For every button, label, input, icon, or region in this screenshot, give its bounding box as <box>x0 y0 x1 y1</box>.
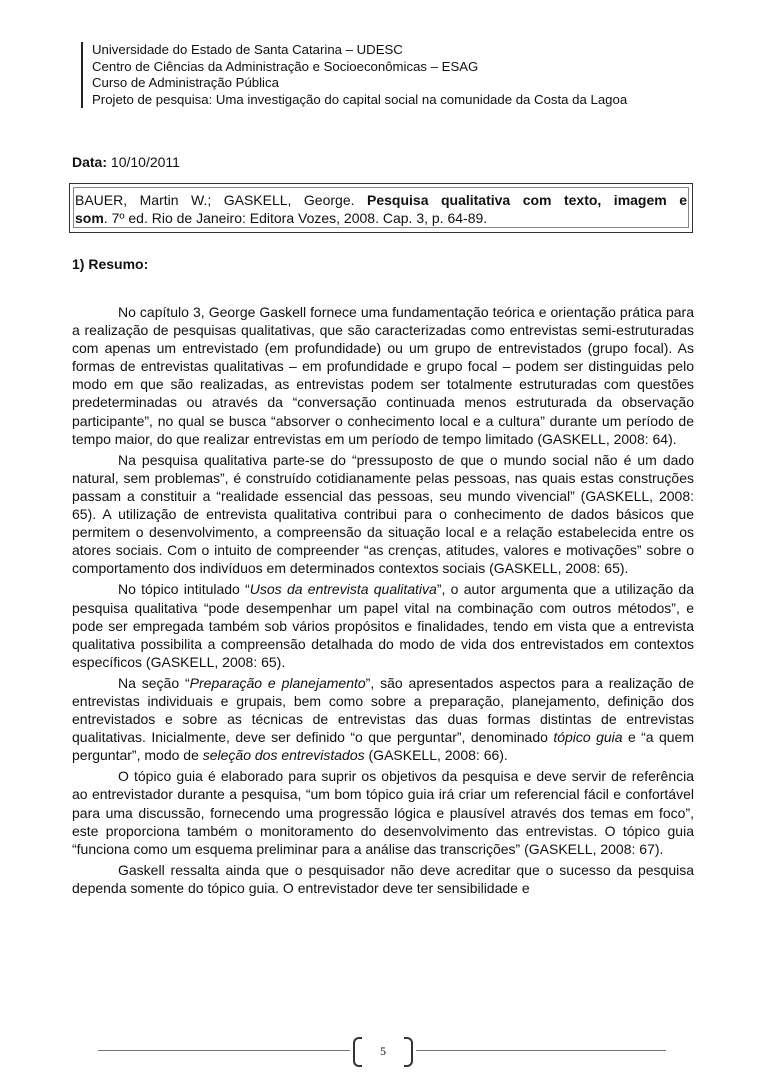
date-label: Data: <box>72 154 108 170</box>
paragraph-6: Gaskell ressalta ainda que o pesquisador não deve acreditar que o sucesso da pesquisa dependa somente do tópico guia. O entrevistador deve ter sensibilidade e <box>72 861 694 896</box>
reference-box <box>69 183 693 233</box>
paragraph-4-text-d: (GASKELL, 2008: 66). <box>364 747 508 764</box>
section-title: 1) Resumo: <box>72 256 149 272</box>
paragraph-4-text-a: Na seção “ <box>118 674 190 691</box>
reference-authors: BAUER, Martin W.; GASKELL, George. <box>75 192 355 208</box>
reference-line-1 <box>74 191 688 209</box>
footer-rule-right <box>416 1050 666 1051</box>
paragraph-4-italic-1: Preparação e planejamento <box>189 674 366 691</box>
paragraph-3-italic: Usos da entrevista qualitativa <box>249 581 437 598</box>
page-number: 5 <box>380 1044 386 1058</box>
reference-title-end: som <box>75 210 104 226</box>
paragraph-5: O tópico guia é elaborado para suprir os objetivos da pesquisa e deve servir de referência ao entrevistador durante a pesquisa, “um bom tópico guia irá criar um referencial fácil e confortável para uma discussão, fornecendo uma progressão lógica e plausível através dos temas em foco”, este proporciona também o monitoramento do desenvolvimento das entrevistas. O tópico guia “funciona como um esquema preliminar para a análise das transcrições” (GASKELL, 2008: 67). <box>72 768 694 857</box>
reference-line-2 <box>74 209 688 227</box>
footer-rule-left <box>98 1050 350 1051</box>
reference-title: Pesquisa qualitativa com texto, imagem e <box>367 192 687 208</box>
date-line <box>72 153 180 171</box>
summary-body <box>72 303 694 900</box>
header-university: Universidade do Estado de Santa Catarina – UDESC <box>92 42 403 57</box>
paragraph-1: No capítulo 3, George Gaskell fornece uma fundamentação teórica e orientação prática para a realização de pesquisas qualitativas, que são caracterizadas como entrevistas semi-estruturadas com apenas um entrevistado (em profundidade) ou um grupo de entrevistados (grupo focal). As formas de entrevistas qualitativas – em profundidade e grupo focal – podem ser distinguidas pelo modo em que são realizadas, as entrevistas podem ser totalmente estruturadas com questões predeterminadas ou através da “conversação continuada menos estruturada da observação participante”, no qual se busca “absorver o conhecimento local e a cultura” durante um período de tempo maior, do que realizar entrevistas em um período de tempo limitado (GASKELL, 2008: 64). <box>72 304 694 447</box>
header-course: Curso de Administração Pública <box>92 75 279 90</box>
paragraph-3-text-a: No tópico intitulado “ <box>118 581 250 598</box>
document-header <box>81 42 692 108</box>
paragraph-3-text-b: ”, o autor argumenta que a utilização da pesquisa qualitativa “pode desempenhar um papel vital na combinação com outros métodos”, e pode ser empregada também sob vários propósitos e finalidades, tendo em vista que a entrevista qualitativa possibilita a compreensão detalhada do modo de vida dos entrevistados em contextos específicos (GASKELL, 2008: 65). <box>72 581 694 670</box>
paragraph-4-italic-3: seleção dos entrevistados <box>202 747 365 764</box>
paragraph-2: Na pesquisa qualitativa parte-se do “pressuposto de que o mundo social não é um dado natural, sem problemas”, é construído cotidianamente pelas pessoas, nas quais estas construções passam a constituir a “realidade essencial das pessoas, seu mundo vivencial” (GASKELL, 2008: 65). A utilização de entrevista qualitativa contribui para o conhecimento de dados básicos que permitem o desenvolvimento, a compreensão da situação local e a relação estabelecida entre os atores sociais. Com o intuito de compreender “as crenças, atitudes, valores e motivações” sobre o comportamento dos indivíduos em determinados contextos sociais (GASKELL, 2008: 65). <box>72 451 694 577</box>
footer-bracket-right <box>404 1037 413 1067</box>
paragraph-3 <box>72 580 694 670</box>
page-footer <box>98 1037 666 1067</box>
reference-details: . 7º ed. Rio de Janeiro: Editora Vozes, 2008. Cap. 3, p. 64-89. <box>103 210 488 226</box>
paragraph-4 <box>72 674 694 764</box>
paragraph-4-text-c: e “a quem perguntar”, modo de <box>72 729 694 764</box>
header-project: Projeto de pesquisa: Uma investigação do capital social na comunidade da Costa da Lagoa <box>92 91 628 107</box>
footer-bracket-left <box>353 1037 362 1067</box>
header-center: Centro de Ciências da Administração e Socioeconômicas – ESAG <box>92 58 479 74</box>
date-value: 10/10/2011 <box>110 154 180 170</box>
paragraph-4-italic-2: tópico guia <box>553 729 623 746</box>
paragraph-4-text-b: ”, são apresentados aspectos para a realização de entrevistas individuais e grupais, bem como sobre a preparação, planejamento, definição dos entrevistados e sobre as técnicas de entrevistas das duas formas distintas de entrevistas qualitativas. Inicialmente, deve ser definido “o que perguntar”, denominado <box>72 674 694 746</box>
